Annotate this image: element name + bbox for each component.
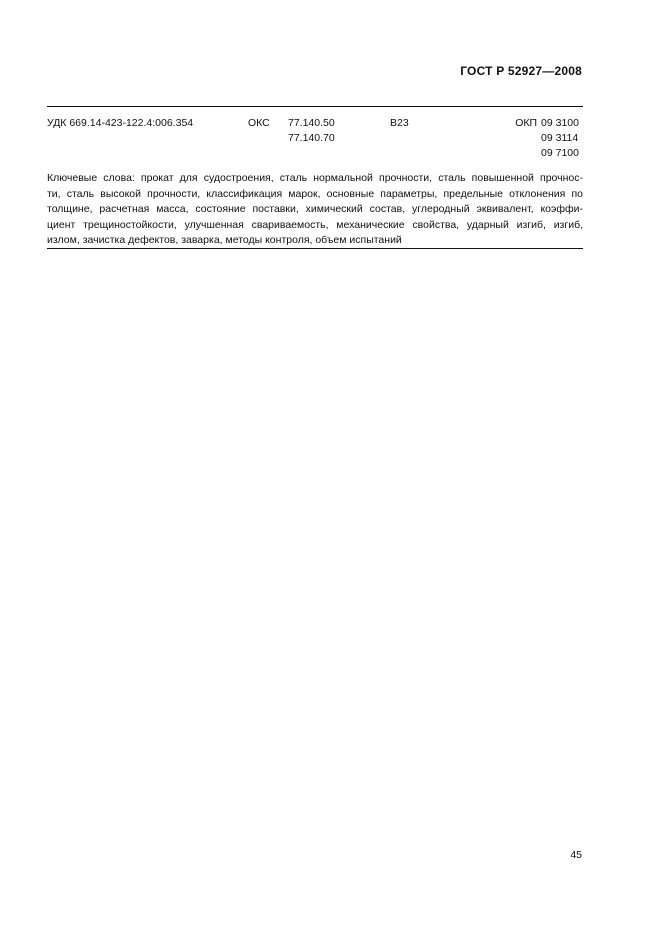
udk-code: УДК 669.14-423-122.4:006.354 — [47, 117, 194, 129]
okp-codes — [541, 116, 579, 161]
oks-code: 77.140.70 — [288, 132, 335, 144]
oks-code: 77.140.50 — [288, 117, 335, 129]
okp-block — [515, 116, 579, 161]
keywords-line: ти, сталь высокой прочности, классификация марок, основные параметры, предельные отклонения по — [47, 187, 583, 200]
oks-codes — [288, 116, 335, 146]
okp-label: ОКП — [515, 117, 538, 129]
oks-block — [248, 116, 335, 146]
oks-label: ОКС — [248, 117, 270, 129]
okp-code: 09 7100 — [541, 147, 579, 159]
bottom-divider — [47, 248, 583, 249]
page-number: 45 — [570, 849, 582, 861]
keywords-line: толщине, расчетная масса, состояние поставки, химический состав, углеродный эквивалент, коэффи- — [47, 203, 583, 215]
top-divider — [47, 106, 583, 107]
classification-row — [47, 116, 579, 164]
keywords-line: циент трещиностойкости, улучшенная свариваемость, механические свойства, ударный изгиб, изгиб, — [47, 218, 583, 231]
document-standard-code: ГОСТ Р 52927—2008 — [460, 64, 582, 78]
keywords-line: Ключевые слова: прокат для судостроения, сталь нормальной прочности, сталь повышенной прочнос- — [47, 172, 583, 184]
group-code: В23 — [390, 117, 409, 129]
keywords-paragraph — [47, 171, 583, 249]
okp-code: 09 3100 — [541, 117, 579, 129]
keywords-line: излом, зачистка дефектов, заварка, методы контроля, объем испытаний — [47, 234, 402, 246]
okp-code: 09 3114 — [541, 132, 579, 144]
